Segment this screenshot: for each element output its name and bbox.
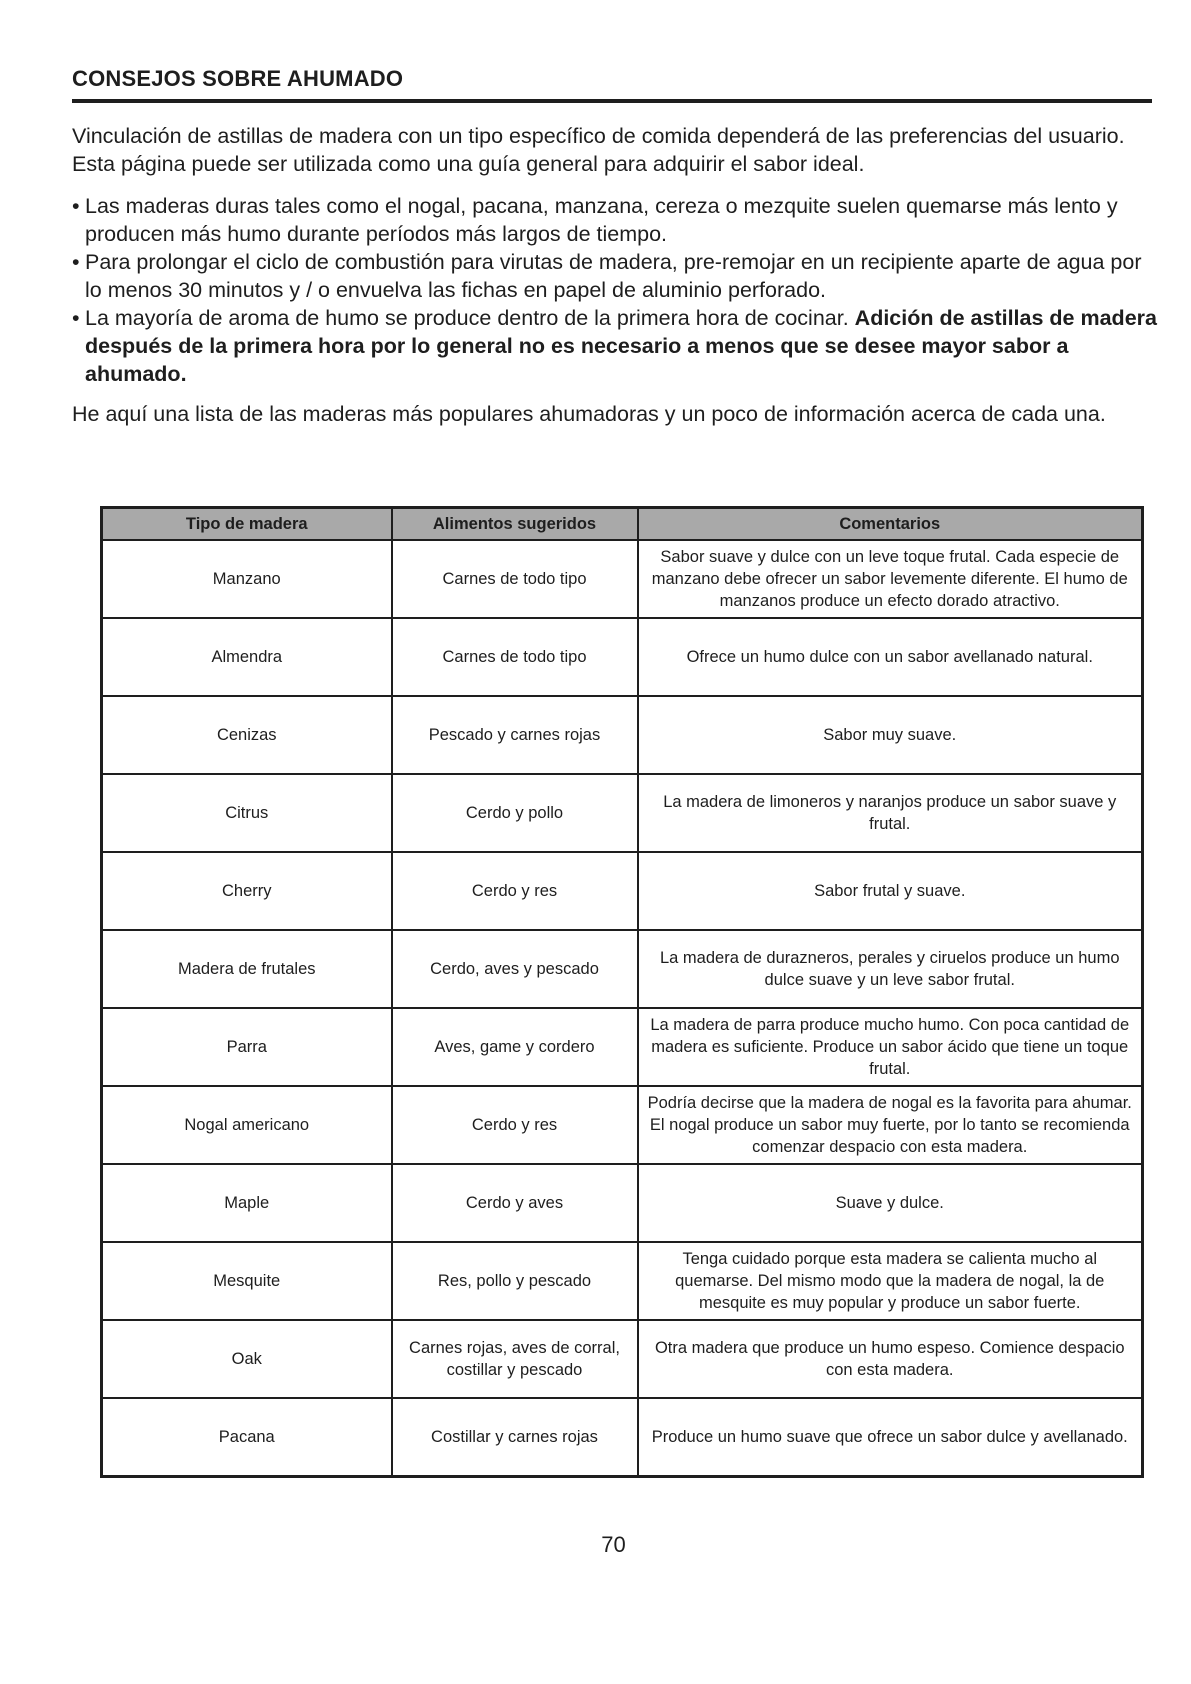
tip-text: La mayoría de aroma de humo se produce dentro de la primera hora de cocinar. xyxy=(85,306,855,330)
outro-paragraph: He aquí una lista de las maderas más populares ahumadoras y un poco de información acerca de cada una. xyxy=(72,402,1106,426)
table-row xyxy=(102,618,1143,696)
table-row xyxy=(102,1086,1143,1164)
table-row xyxy=(102,1398,1143,1477)
cell-suggested-foods: Cerdo, aves y pescado xyxy=(392,930,638,1008)
cell-comment: Otra madera que produce un humo espeso. Comience despacio con esta madera. xyxy=(638,1320,1143,1398)
cell-suggested-foods: Aves, game y cordero xyxy=(392,1008,638,1086)
cell-wood-type: Madera de frutales xyxy=(102,930,392,1008)
cell-wood-type: Cherry xyxy=(102,852,392,930)
page-number: 70 xyxy=(601,1532,626,1557)
table-row xyxy=(102,1164,1143,1242)
cell-wood-type: Almendra xyxy=(102,618,392,696)
header-wood-type: Tipo de madera xyxy=(102,508,392,541)
tip-item xyxy=(72,248,1162,304)
cell-comment: La madera de parra produce mucho humo. Con poca cantidad de madera es suficiente. Produce un sabor ácido que tiene un toque frutal. xyxy=(638,1008,1143,1086)
cell-suggested-foods: Pescado y carnes rojas xyxy=(392,696,638,774)
cell-wood-type: Citrus xyxy=(102,774,392,852)
table-row xyxy=(102,1320,1143,1398)
table-row xyxy=(102,540,1143,618)
cell-wood-type: Manzano xyxy=(102,540,392,618)
tip-text: Las maderas duras tales como el nogal, pacana, manzana, cereza o mezquite suelen quemarse más lento y producen más humo durante períodos más largos de tiempo. xyxy=(85,194,1118,246)
header-comments: Comentarios xyxy=(638,508,1143,541)
cell-comment: Sabor suave y dulce con un leve toque frutal. Cada especie de manzano debe ofrecer un sabor levemente diferente. El humo de manzanos produce un efecto dorado atractivo. xyxy=(638,540,1143,618)
intro-paragraph: Vinculación de astillas de madera con un tipo específico de comida dependerá de las preferencias del usuario. Esta página puede ser utilizada como una guía general para adquirir el sabor ideal. xyxy=(72,124,1125,176)
cell-suggested-foods: Cerdo y pollo xyxy=(392,774,638,852)
cell-wood-type: Parra xyxy=(102,1008,392,1086)
cell-wood-type: Maple xyxy=(102,1164,392,1242)
cell-comment: Sabor frutal y suave. xyxy=(638,852,1143,930)
cell-suggested-foods: Costillar y carnes rojas xyxy=(392,1398,638,1477)
tip-item xyxy=(72,304,1162,388)
cell-wood-type: Cenizas xyxy=(102,696,392,774)
table-header-row xyxy=(102,508,1143,541)
tip-text: Para prolongar el ciclo de combustión para virutas de madera, pre-remojar en un recipiente aparte de agua por lo menos 30 minutos y / o envuelva las fichas en papel de aluminio perforado. xyxy=(85,250,1142,302)
cell-comment: Produce un humo suave que ofrece un sabor dulce y avellanado. xyxy=(638,1398,1143,1477)
cell-comment: Podría decirse que la madera de nogal es la favorita para ahumar. El nogal produce un sabor muy fuerte, por lo tanto se recomienda comenzar despacio con esta madera. xyxy=(638,1086,1143,1164)
cell-comment: La madera de durazneros, perales y ciruelos produce un humo dulce suave y un leve sabor frutal. xyxy=(638,930,1143,1008)
header-suggested-foods: Alimentos sugeridos xyxy=(392,508,638,541)
cell-suggested-foods: Cerdo y res xyxy=(392,852,638,930)
cell-wood-type: Oak xyxy=(102,1320,392,1398)
cell-suggested-foods: Carnes de todo tipo xyxy=(392,540,638,618)
cell-wood-type: Pacana xyxy=(102,1398,392,1477)
cell-comment: La madera de limoneros y naranjos produce un sabor suave y frutal. xyxy=(638,774,1143,852)
cell-suggested-foods: Cerdo y aves xyxy=(392,1164,638,1242)
cell-suggested-foods: Cerdo y res xyxy=(392,1086,638,1164)
tip-item xyxy=(72,192,1162,248)
table-row xyxy=(102,1008,1143,1086)
cell-wood-type: Mesquite xyxy=(102,1242,392,1320)
cell-comment: Ofrece un humo dulce con un sabor avellanado natural. xyxy=(638,618,1143,696)
table-row xyxy=(102,774,1143,852)
table-row xyxy=(102,930,1143,1008)
tip-bold-text: Adición de astillas de madera después de la primera hora por lo general no es necesario a menos que se desee mayor sabor a ahumado. xyxy=(85,306,1157,386)
cell-comment: Tenga cuidado porque esta madera se calienta mucho al quemarse. Del mismo modo que la madera de nogal, la de mesquite es muy popular y produce un sabor fuerte. xyxy=(638,1242,1143,1320)
page-title: CONSEJOS SOBRE AHUMADO xyxy=(72,66,404,91)
cell-suggested-foods: Carnes rojas, aves de corral, costillar y pescado xyxy=(392,1320,638,1398)
cell-suggested-foods: Res, pollo y pescado xyxy=(392,1242,638,1320)
table-row xyxy=(102,852,1143,930)
cell-suggested-foods: Carnes de todo tipo xyxy=(392,618,638,696)
table-body xyxy=(102,540,1143,1477)
wood-table xyxy=(100,506,1144,1478)
table-row xyxy=(102,1242,1143,1320)
cell-comment: Sabor muy suave. xyxy=(638,696,1143,774)
table-row xyxy=(102,696,1143,774)
cell-comment: Suave y dulce. xyxy=(638,1164,1143,1242)
cell-wood-type: Nogal americano xyxy=(102,1086,392,1164)
tips-list xyxy=(72,192,1162,388)
title-divider xyxy=(72,99,1152,103)
